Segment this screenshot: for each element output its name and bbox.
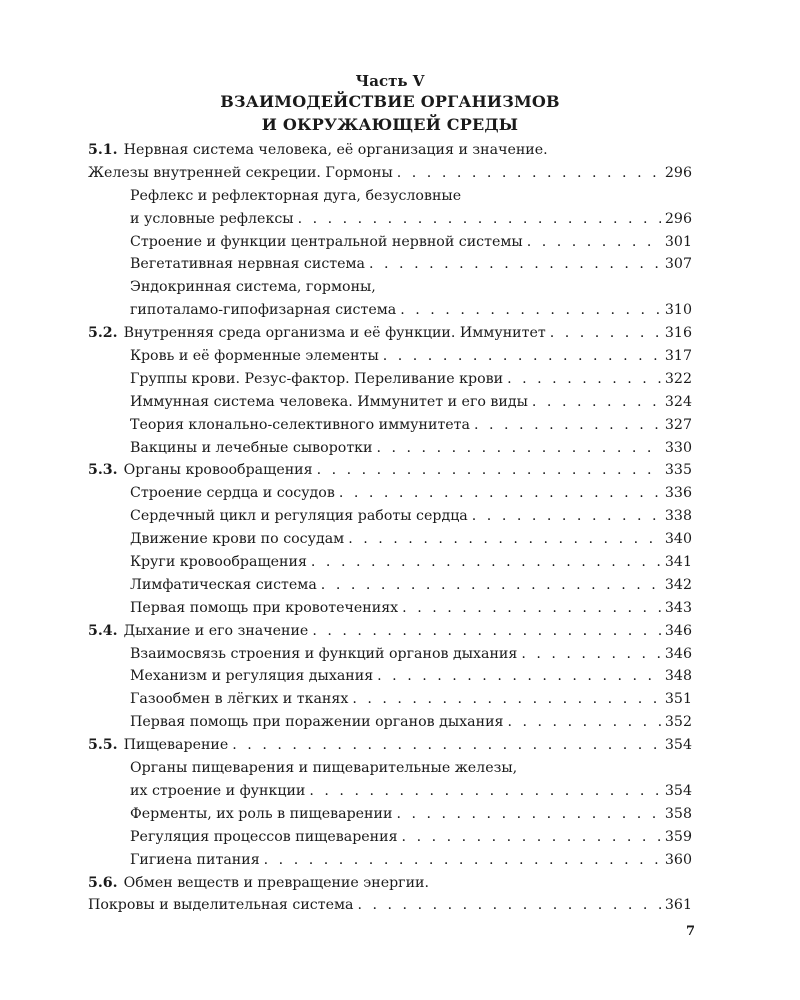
toc-page-number: 358: [664, 805, 692, 822]
toc-entry: [88, 368, 692, 391]
dot-leader: [507, 711, 660, 734]
section-number: 5.2.: [88, 325, 118, 342]
table-of-contents: [88, 139, 692, 917]
toc-entry-text: Строение сердца и сосудов: [130, 485, 335, 502]
dot-leader: [396, 803, 660, 826]
page-number: 7: [686, 924, 696, 939]
section-number: 5.3.: [88, 462, 118, 479]
toc-page-number: 346: [664, 622, 692, 639]
toc-entry-text: гипоталамо-гипофизарная система: [130, 302, 397, 319]
dot-leader: [507, 368, 661, 391]
toc-entry: [88, 574, 692, 597]
dot-leader: [348, 528, 661, 551]
toc-entry-text: и условные рефлексы: [130, 210, 294, 227]
dot-leader: [311, 551, 661, 574]
section-number: 5.6.: [88, 874, 118, 891]
toc-entry-text: Строение и функции центральной нервной системы: [130, 233, 523, 250]
toc-entry-text: Механизм и регуляция дыхания: [130, 668, 374, 685]
toc-page-number: 322: [664, 370, 692, 387]
dot-leader: [317, 459, 661, 482]
toc-entry: [88, 780, 692, 803]
toc-page-number: 359: [664, 828, 692, 845]
dot-leader: [377, 437, 661, 460]
dot-leader: [309, 780, 661, 803]
toc-entry: [88, 711, 692, 734]
toc-entry-text: Взаимосвязь строения и функций органов дыхания: [130, 645, 518, 662]
toc-entry: [88, 231, 692, 254]
toc-entry: [88, 253, 692, 276]
toc-entry: [88, 414, 692, 437]
toc-entry-text: Покровы и выделительная система: [88, 897, 354, 914]
toc-page-number: 354: [664, 782, 692, 799]
part-title-line-2: И ОКРУЖАЮЩЕЙ СРЕДЫ: [261, 115, 519, 134]
dot-leader: [397, 162, 661, 185]
toc-entry-text: Движение крови по сосудам: [130, 531, 345, 548]
toc-entry-text: Иммунная система человека. Иммунитет и его виды: [130, 393, 528, 410]
dot-leader: [357, 894, 660, 917]
toc-entry: [88, 803, 692, 826]
part-label: Часть V: [355, 72, 425, 90]
dot-leader: [550, 322, 661, 345]
toc-entry-text: Регуляция процессов пищеварения: [130, 828, 398, 845]
toc-entry-text: Органы пищеварения и пищеварительные железы,: [130, 760, 518, 777]
toc-page-number: 352: [664, 714, 692, 731]
toc-entry-text: Железы внутренней секреции. Гормоны: [88, 164, 393, 181]
dot-leader: [527, 231, 661, 254]
toc-entry: [88, 597, 692, 620]
toc-entry: [88, 185, 692, 208]
toc-entry-text: Органы кровообращения: [123, 462, 313, 479]
toc-entry: [88, 391, 692, 414]
dot-leader: [298, 208, 661, 231]
toc-entry-text: Нервная система человека, её организация и значение.: [123, 142, 548, 158]
toc-entry: [88, 849, 692, 872]
toc-page-number: 348: [664, 668, 692, 685]
toc-entry-text: Кровь и её форменные элементы: [130, 348, 379, 365]
toc-entry-text: Рефлекс и рефлекторная дуга, безусловные: [130, 187, 462, 204]
toc-entry: [88, 643, 692, 666]
toc-entry: [88, 162, 692, 185]
dot-leader: [402, 597, 661, 620]
toc-entry-text: Вакцины и лечебные сыворотки: [130, 439, 373, 456]
toc-entry: [88, 528, 692, 551]
dot-leader: [312, 620, 661, 643]
toc-page-number: 346: [664, 645, 692, 662]
dot-leader: [472, 505, 661, 528]
section-number: 5.4.: [88, 622, 118, 639]
toc-page: [88, 72, 692, 917]
toc-page-number: 361: [664, 897, 692, 914]
toc-page-number: 296: [664, 210, 692, 227]
toc-entry-text: Круги кровообращения: [130, 554, 307, 571]
toc-entry: [88, 299, 692, 322]
toc-page-number: 296: [664, 164, 692, 181]
toc-entry: [88, 551, 692, 574]
section-number: 5.5.: [88, 737, 118, 754]
toc-entry-text: Пищеварение: [123, 737, 229, 754]
toc-entry: [88, 688, 692, 711]
toc-entry-text: Теория клонально-селективного иммунитета: [130, 416, 470, 433]
toc-entry-text: Внутренняя среда организма и её функции. Иммунитет: [123, 325, 546, 342]
dot-leader: [352, 688, 661, 711]
dot-leader: [232, 734, 661, 757]
dot-leader: [383, 345, 661, 368]
dot-leader: [400, 299, 661, 322]
toc-page-number: 330: [664, 439, 692, 456]
dot-leader: [402, 826, 661, 849]
toc-entry-text: их строение и функции: [130, 782, 306, 799]
toc-entry: [88, 665, 692, 688]
toc-page-number: 340: [664, 531, 692, 548]
toc-entry-text: Ферменты, их роль в пищеварении: [130, 805, 393, 822]
toc-entry-text: Гигиена питания: [130, 851, 260, 868]
toc-entry: [88, 276, 692, 299]
toc-page-number: 342: [664, 576, 692, 593]
toc-page-number: 301: [664, 233, 692, 250]
toc-entry-text: Дыхание и его значение: [123, 622, 309, 639]
dot-leader: [369, 253, 661, 276]
toc-entry-text: Обмен веществ и превращение энергии.: [123, 874, 430, 891]
toc-entry-text: Сердечный цикл и регуляция работы сердца: [130, 508, 468, 525]
toc-section-5-4: [88, 620, 692, 643]
dot-leader: [474, 414, 661, 437]
toc-entry-text: Вегетативная нервная система: [130, 256, 366, 273]
toc-section-5-6: [88, 872, 692, 895]
dot-leader: [532, 391, 661, 414]
toc-page-number: 343: [664, 599, 692, 616]
toc-section-5-1: [88, 139, 692, 162]
toc-page-number: 317: [664, 348, 692, 365]
toc-entry: [88, 505, 692, 528]
part-title-line-1: ВЗАИМОДЕЙСТВИЕ ОРГАНИЗМОВ: [220, 92, 560, 111]
toc-entry: [88, 894, 692, 917]
toc-page-number: 324: [664, 393, 692, 410]
toc-entry: [88, 208, 692, 231]
dot-leader: [377, 665, 661, 688]
toc-page-number: 310: [664, 302, 692, 319]
toc-entry-text: Группы крови. Резус-фактор. Переливание крови: [130, 370, 504, 387]
toc-section-5-3: [88, 459, 692, 482]
toc-page-number: 316: [664, 325, 692, 342]
toc-page-number: 335: [664, 462, 692, 479]
toc-page-number: 327: [664, 416, 692, 433]
toc-page-number: 336: [664, 485, 692, 502]
toc-entry-text: Эндокринная система, гормоны,: [130, 279, 376, 296]
section-number: 5.1.: [88, 142, 118, 158]
toc-entry: [88, 482, 692, 505]
toc-entry-text: Газообмен в лёгких и тканях: [130, 691, 349, 708]
dot-leader: [321, 574, 661, 597]
dot-leader: [521, 643, 661, 666]
toc-entry-text: Первая помощь при поражении органов дыхания: [130, 714, 504, 731]
toc-page-number: 354: [664, 737, 692, 754]
toc-page-number: 360: [664, 851, 692, 868]
dot-leader: [264, 849, 661, 872]
toc-entry: [88, 345, 692, 368]
toc-entry: [88, 757, 692, 780]
toc-page-number: 341: [664, 554, 692, 571]
toc-entry-text: Лимфатическая система: [130, 576, 317, 593]
toc-entry: [88, 826, 692, 849]
toc-section-5-2: [88, 322, 692, 345]
toc-section-5-5: [88, 734, 692, 757]
toc-entry: [88, 437, 692, 460]
toc-page-number: 307: [664, 256, 692, 273]
toc-page-number: 338: [664, 508, 692, 525]
toc-entry-text: Первая помощь при кровотечениях: [130, 599, 399, 616]
toc-page-number: 351: [664, 691, 692, 708]
dot-leader: [339, 482, 661, 505]
